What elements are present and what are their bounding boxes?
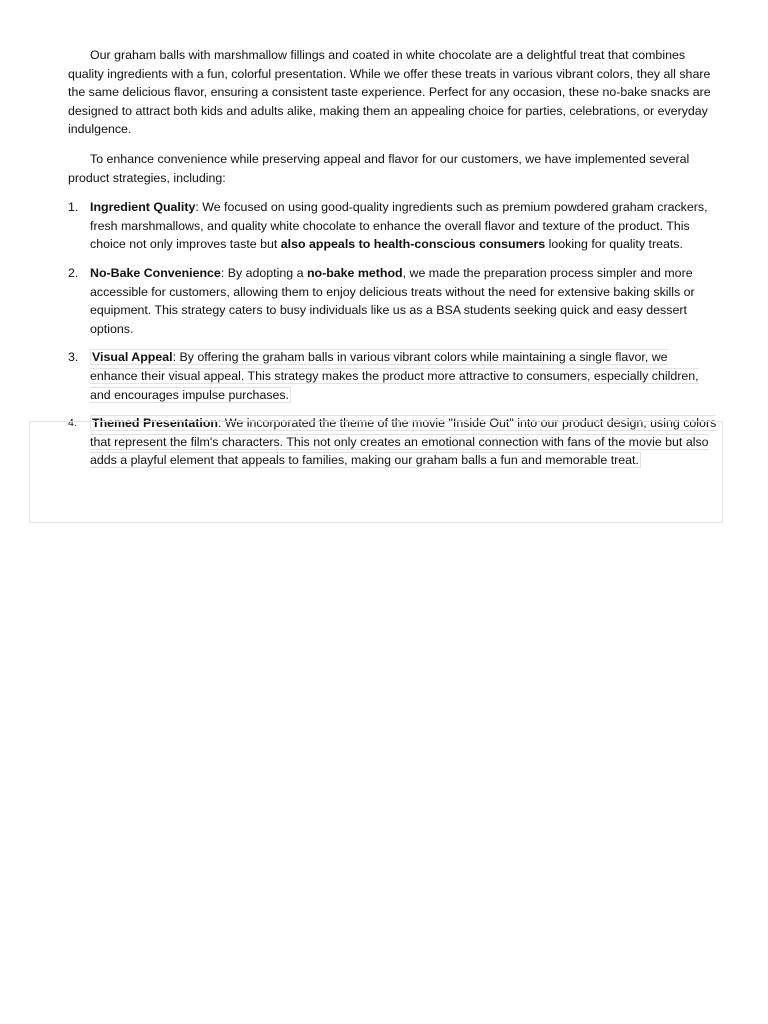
item-text: : By offering the graham balls in various vibrant colors while maintaining a single flavor, we enhance their visual appeal. This strategy makes the product more attractive to consumers, especially children, and encourages impulse purchases. — [90, 350, 699, 402]
list-number: 3. — [68, 350, 79, 365]
list-item-visual-appeal[interactable] — [68, 348, 718, 404]
item-highlight — [90, 349, 699, 402]
list-item-ingredient-quality[interactable] — [68, 198, 718, 254]
list-number: 1. — [68, 200, 79, 215]
intro-paragraph[interactable] — [68, 46, 718, 139]
strategies-list — [68, 198, 718, 470]
item-text: : By adopting a — [220, 265, 307, 280]
item-title: No-Bake Convenience — [90, 265, 221, 280]
strategies-intro-paragraph[interactable] — [68, 150, 718, 187]
list-item-no-bake-convenience[interactable] — [68, 264, 718, 338]
document-body[interactable] — [68, 46, 718, 480]
intro-paragraph-text: Our graham balls with marshmallow fillings and coated in white chocolate are a delightful treat that combines quality ingredients with a fun, colorful presentation. While we offer these treats in various vibrant colors, they all share the same delicious flavor, ensuring a consistent taste experience. Perfect for any occasion, these no-bake snacks are designed to attract both kids and adults alike, making them an appealing choice for parties, celebrations, or everyday indulgence. — [68, 48, 711, 137]
item-title: Ingredient Quality — [90, 200, 196, 215]
item-text: : We focused on using good-quality ingredients such as premium powdered graham crackers, fresh marshmallows, and quality white chocolate to enhance the overall flavor and texture of the product. This choice not only improves taste but — [90, 200, 708, 252]
item-bold-phrase: also appeals to health-conscious consumers — [280, 237, 546, 252]
item-text-end: , we made the preparation process simpler and more accessible for customers, allowing them to enjoy delicious treats without the need for extensive baking skills or equipment. This strategy caters to busy individuals like us as a BSA students seeking quick and easy dessert options. — [90, 265, 695, 336]
item-bold-phrase: no-bake method — [306, 265, 403, 280]
list-number: 2. — [68, 265, 79, 280]
item-text-end: looking for quality treats. — [545, 237, 683, 252]
item-title: Themed Presentation — [92, 416, 218, 431]
item-title: Visual Appeal — [92, 350, 173, 365]
item-text: : We incorporated the theme of the movie "Inside Out" into our product design, using colors that represent the film's characters. This not only creates an emotional connection with fans of the movie but also adds a playful element that appeals to families, making our graham balls a fun and memorable treat. — [90, 416, 717, 468]
list-item-themed-presentation[interactable] — [68, 414, 718, 470]
item-highlight — [90, 415, 716, 468]
list-number: 4. — [68, 417, 77, 430]
strategies-intro-text: To enhance convenience while preserving appeal and flavor for our customers, we have implemented several product strategies, including: — [68, 151, 690, 185]
